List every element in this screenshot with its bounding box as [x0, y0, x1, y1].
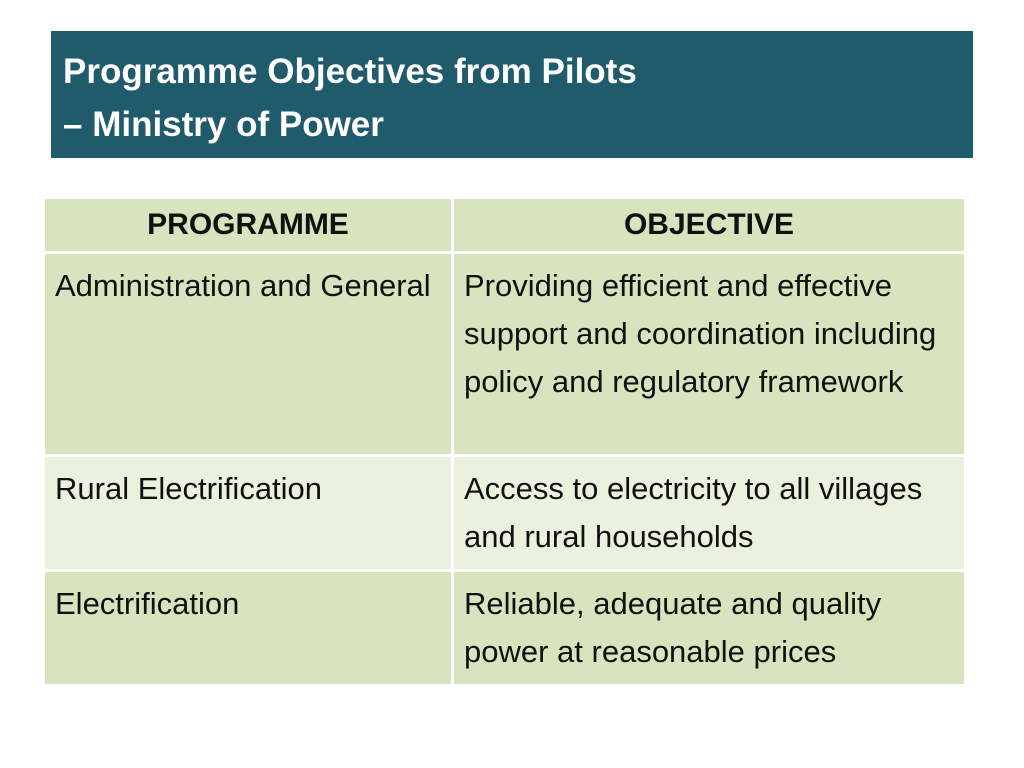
- table-row: [44, 253, 966, 456]
- objective-cell: Reliable, adequate and quality power at reasonable prices: [453, 571, 966, 686]
- slide-title-line-2: – Ministry of Power: [63, 105, 384, 144]
- programme-objectives-table: [42, 196, 967, 687]
- programme-cell: Rural Electrification: [44, 456, 453, 571]
- objective-cell: Access to electricity to all villages and rural households: [453, 456, 966, 571]
- slide-title-line-1: Programme Objectives from Pilots: [63, 52, 637, 91]
- header-objective: OBJECTIVE: [453, 198, 966, 253]
- table-header-row: [44, 198, 966, 253]
- programme-cell: Administration and General: [44, 253, 453, 456]
- slide-title-box: [51, 31, 973, 158]
- table-row: [44, 456, 966, 571]
- objective-cell: Providing efficient and effective support and coordination including policy and regulatory framework: [453, 253, 966, 456]
- header-programme: PROGRAMME: [44, 198, 453, 253]
- table-row: [44, 571, 966, 686]
- programme-cell: Electrification: [44, 571, 453, 686]
